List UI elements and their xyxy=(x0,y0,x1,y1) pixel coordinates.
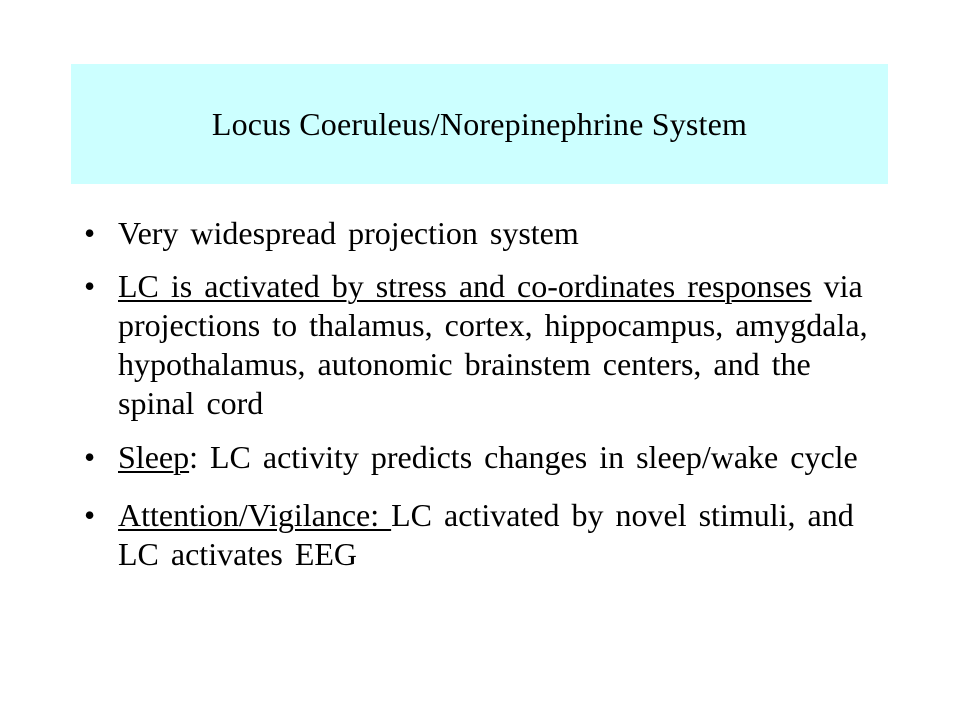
bullet-icon: • xyxy=(84,439,96,475)
bullet-icon: • xyxy=(84,497,96,533)
title-banner xyxy=(71,64,888,184)
bullet-underlined-text: LC is activated by stress and co-ordinates responses xyxy=(118,268,812,304)
bullet-underlined-text: Sleep xyxy=(118,439,190,475)
bullet-icon: • xyxy=(84,268,96,304)
bullet-item xyxy=(80,267,880,423)
bullet-item xyxy=(80,214,880,253)
bullet-icon: • xyxy=(84,215,96,251)
bullet-list xyxy=(80,214,880,574)
bullet-text: LC activated by novel stimuli, and LC activates EEG xyxy=(118,497,854,572)
bullet-item xyxy=(80,438,880,477)
bullet-text: via projections to thalamus, cortex, hippocampus, amygdala, hypothalamus, autonomic brainstem centers, and the spinal cord xyxy=(118,268,868,421)
slide-title: Locus Coeruleus/Norepinephrine System xyxy=(211,105,748,142)
bullet-item xyxy=(80,496,880,574)
bullet-text: Very widespread projection system xyxy=(118,215,579,251)
bullet-text: : LC activity predicts changes in sleep/wake cycle xyxy=(189,439,858,475)
bullet-underlined-text: Attention/Vigilance: xyxy=(118,497,392,533)
